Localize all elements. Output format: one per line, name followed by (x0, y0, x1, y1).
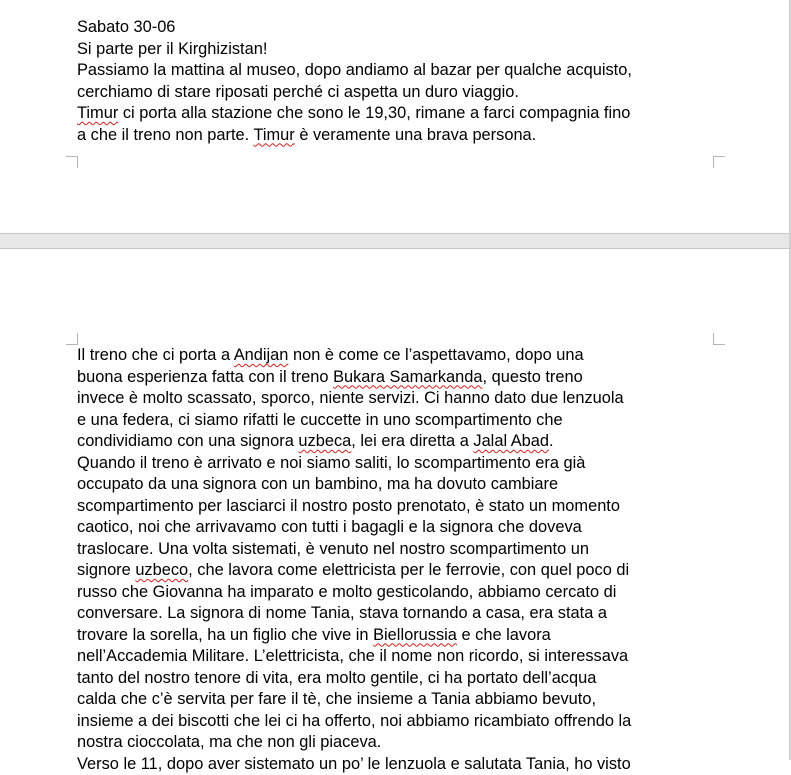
text-run: , questo treno (482, 368, 582, 386)
spellcheck-flagged-word: Andijan (234, 346, 289, 364)
margin-corner-mark (713, 333, 725, 345)
text-line (77, 474, 717, 496)
text-line (77, 453, 717, 475)
text-line (77, 668, 717, 690)
text-line (77, 582, 717, 604)
text-line (77, 560, 717, 582)
text-run: nell’Accademia Militare. L’elettricista, che il nome non ricordo, si interessava (77, 647, 628, 665)
spellcheck-flagged-word: uzbeca (298, 432, 351, 450)
text-run: conversare. La signora di nome Tania, stava tornando a casa, era stata a (77, 604, 607, 622)
text-line (77, 625, 717, 647)
text-run: russo che Giovanna ha imparato e molto gesticolando, abbiamo cercato di (77, 583, 616, 601)
text-line (77, 431, 717, 453)
text-line (77, 517, 717, 539)
text-run: Quando il treno è arrivato e noi siamo saliti, lo scompartimento era già (77, 454, 585, 472)
text-line (77, 388, 717, 410)
spellcheck-flagged-word: Bukara Samarkanda (333, 368, 482, 386)
text-run: occupato da una signora con un bambino, ma ha dovuto cambiare (77, 475, 558, 493)
text-run: calda che c’è servita per fare il tè, che insieme a Tania abbiamo bevuto, (77, 690, 596, 708)
text-run: Passiamo la mattina al museo, dopo andiamo al bazar per qualche acquisto, (77, 61, 632, 79)
text-run: Sabato 30-06 (77, 18, 175, 36)
page-2-text[interactable] (77, 345, 717, 775)
text-run: Si parte per il Kirghizistan! (77, 40, 267, 58)
text-line (77, 410, 717, 432)
text-line (77, 103, 717, 125)
text-run: nostra cioccolata, ma che non gli piaceva. (77, 733, 381, 751)
text-line (77, 367, 717, 389)
text-run: buona esperienza fatta con il treno (77, 368, 333, 386)
text-run: scompartimento per lasciarci il nostro posto prenotato, è stato un momento (77, 497, 620, 515)
text-line (77, 17, 717, 39)
text-line (77, 60, 717, 82)
text-line (77, 496, 717, 518)
text-run: caotico, noi che arrivavamo con tutti i bagagli e la signora che doveva (77, 518, 582, 536)
text-line (77, 646, 717, 668)
text-run: Verso le 11, dopo aver sistemato un po’ le lenzuola e salutata Tania, ho visto (77, 755, 631, 773)
page-separator (0, 233, 791, 249)
text-run: , lei era diretta a (351, 432, 473, 450)
document-page-2 (0, 249, 791, 760)
text-run: invece è molto scassato, sporco, niente servizi. Ci hanno dato due lenzuola (77, 389, 624, 407)
margin-corner-mark (66, 333, 78, 345)
text-line (77, 603, 717, 625)
margin-corner-mark (713, 156, 725, 168)
text-line (77, 754, 717, 775)
text-run: ci porta alla stazione che sono le 19,30, rimane a farci compagnia fino (118, 104, 630, 122)
text-run: e che lavora (457, 626, 551, 644)
text-line (77, 82, 717, 104)
spellcheck-flagged-word: Biellorussia (373, 626, 457, 644)
text-run: trovare la sorella, ha un figlio che vive in (77, 626, 373, 644)
text-run: tanto del nostro tenore di vita, era molto gentile, ci ha portato dell’acqua (77, 669, 596, 687)
text-line (77, 689, 717, 711)
spellcheck-flagged-word: Jalal Abad (473, 432, 549, 450)
text-run: . (549, 432, 554, 450)
text-line (77, 345, 717, 367)
margin-corner-mark (66, 156, 78, 168)
text-run: signore (77, 561, 135, 579)
text-run: Il treno che ci porta a (77, 346, 234, 364)
text-line (77, 39, 717, 61)
text-line (77, 732, 717, 754)
page-1-text[interactable] (77, 17, 717, 146)
text-run: traslocare. Una volta sistemati, è venuto nel nostro scompartimento un (77, 540, 589, 558)
text-run: condividiamo con una signora (77, 432, 298, 450)
text-run: cerchiamo di stare riposati perché ci aspetta un duro viaggio. (77, 83, 519, 101)
text-run: è veramente una brava persona. (295, 126, 536, 144)
spellcheck-flagged-word: Timur (253, 126, 294, 144)
text-line (77, 539, 717, 561)
text-line (77, 711, 717, 733)
text-line (77, 125, 717, 147)
text-run: insieme a dei biscotti che lei ci ha offerto, noi abbiamo ricambiato offrendo la (77, 712, 631, 730)
text-run: , che lavora come elettricista per le ferrovie, con quel poco di (188, 561, 629, 579)
text-run: non è come ce l’aspettavamo, dopo una (288, 346, 583, 364)
spellcheck-flagged-word: uzbeco (135, 561, 188, 579)
text-run: a che il treno non parte. (77, 126, 253, 144)
spellcheck-flagged-word: Timur (77, 104, 118, 122)
document-page-1 (0, 0, 791, 233)
text-run: e una federa, ci siamo rifatti le cuccette in uno scompartimento che (77, 411, 563, 429)
